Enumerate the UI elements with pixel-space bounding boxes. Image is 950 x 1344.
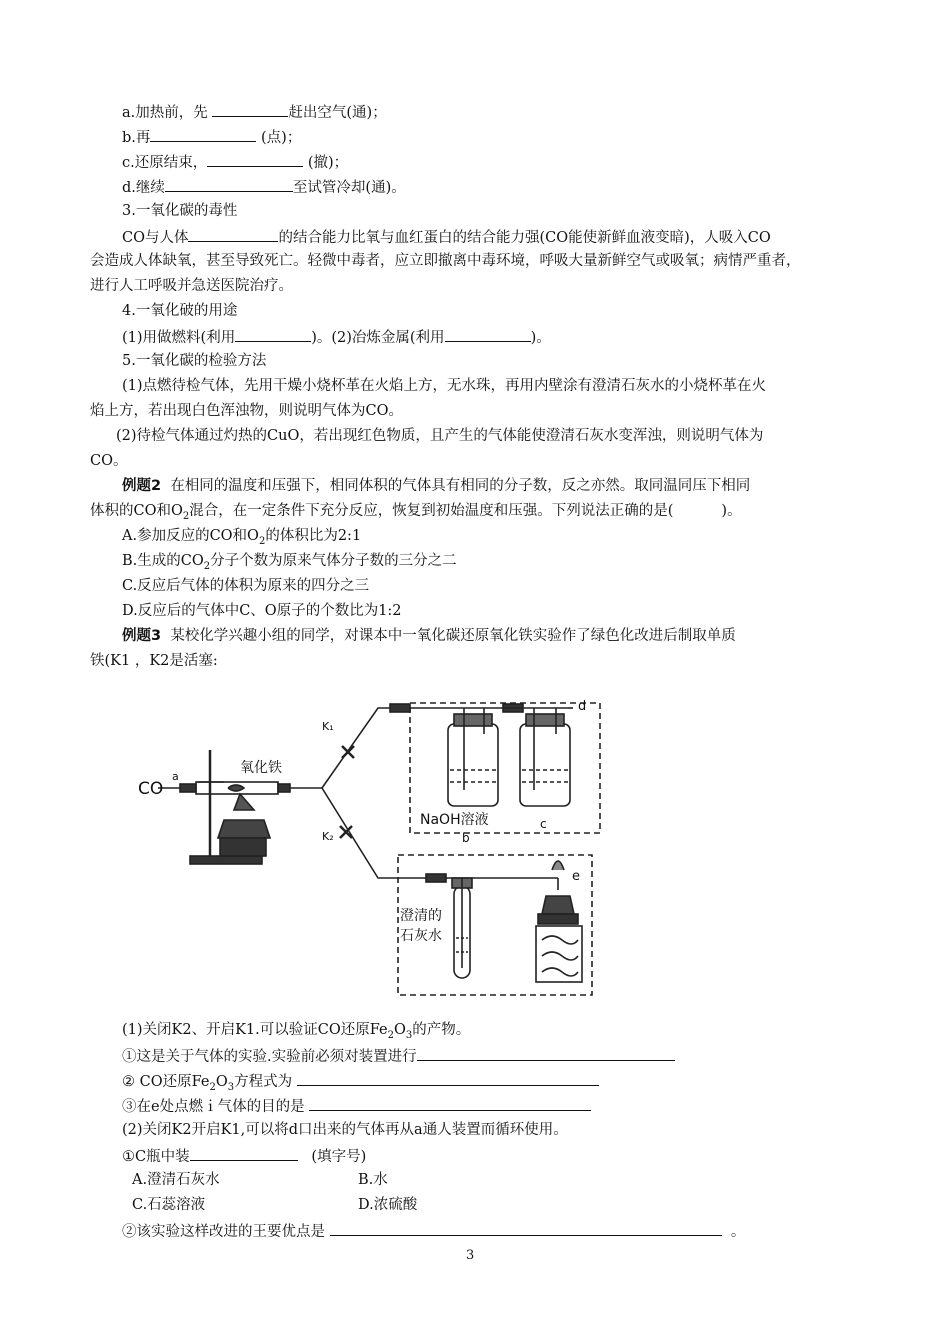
label-naoh: NaOH溶液 [420,812,489,828]
bottle-c [520,724,570,806]
label-b: b [462,831,470,845]
label-c: c [540,817,547,831]
example-2-line-2: 体积的CO和$O_2$混合，在一定条件下充分反应，恢复到初始温度和压强。下列说法正确的是( )。 [90,503,742,522]
question-2-2: ②该实验这样改进的王要优点是 。 [122,1220,745,1242]
example-2-label: 例题2 [122,478,162,494]
option-d: D.浓硫酸 [358,1197,418,1213]
question-2-1: ①C瓶中装 (填字号) [122,1145,366,1167]
page-number: 3 [466,1248,475,1263]
label-d: d [578,699,587,714]
option-b: B.水 [358,1172,388,1188]
label-k1: K₁ [322,720,334,733]
example-3-line-1: 例题3 某校化学兴趣小组的同学，对课本中一氧化碳还原氧化铁实验作了绿色化改进后制取单质 [122,628,736,644]
line-c: c.还原结束， (撤)； [122,151,348,173]
apparatus-diagram [128,690,608,1010]
label-k2: K₂ [322,830,334,843]
question-1: (1)关闭K2、开启K1.可以验证CO还原$Fe_2O_3$的产物。 [122,1022,471,1041]
question-1-3: ③在e处点燃ｉ气体的目的是 [122,1095,591,1117]
section-3-title: 3.一氧化碳的毒性 [122,203,238,219]
section-4-uses: (1)用做燃料(利用 )。(2)冶炼金属(利用 )。 [122,326,551,348]
line-a: a.加热前，先 赶出空气(通)； [122,101,387,123]
line-b: b.再 (点)； [122,126,301,148]
label-e: e [572,869,580,884]
question-1-2: ② CO还原$Fe_2O_3$方程式为 [122,1070,599,1098]
example-2-option-d: D.反应后的气体中C、O原子的个数比为1:2 [122,603,402,619]
stand-base [190,856,262,864]
example-3-label: 例题3 [122,628,162,644]
line-d: d.继续 至试管冷却(通)。 [122,176,406,198]
example-2-line-1: 例题2 在相同的温度和压强下，相同体积的气体具有相同的分子数，反之亦然。取同温同压下相同 [122,478,751,494]
example-2-option-b: B.生成的$CO_2$分子个数为原来气体分子数的三分之二 [122,553,457,572]
example-2-option-a: A.参加反应的CO和$O_2$的体积比为2:1 [122,528,362,547]
example-3-line-2: 铁(K1 ，K2是活塞: [90,653,218,669]
option-a: A.澄清石灰水 [132,1172,220,1188]
label-limewater-2: 石灰水 [400,928,442,944]
section-3-para-1: CO与人体 的结合能力比氧与血红蛋白的结合能力强(CO能使新鲜血液变暗)，人吸入CO [122,226,771,248]
label-fe2o3: 氧化铁 [240,760,282,776]
example-2-option-c: C.反应后气体的体积为原来的四分之三 [122,578,370,594]
section-5-method-1b: 焰上方，若出现白色浑浊物，则说明气体为CO。 [90,403,403,419]
label-co: CO [138,779,164,799]
section-5-method-2b: CO。 [90,453,128,469]
label-a: a [172,770,179,783]
label-limewater-1: 澄清的 [400,908,442,924]
section-4-title: 4.一氧化破的用途 [122,303,238,319]
question-2: (2)关闭K2开启K1,可以将d口出来的气体再从a通人装置而循环使用。 [122,1122,568,1138]
section-5-method-2a: (2)待检气体通过灼热的CuO，若出现红色物质，且产生的气体能使澄清石灰水变浑浊，则说明气体为 [116,428,764,444]
section-3-para-2: 会造成人体缺氧，甚至导致死亡。轻微中毒者，应立即撤离中毒环境，呼吸大量新鲜空气或吸氧；病情严重者， [90,253,801,269]
option-c: C.石蕊溶液 [132,1197,206,1213]
section-5-title: 5.一氧化碳的检验方法 [122,353,267,369]
section-3-para-3: 进行人工呼吸并急送医院治疗。 [90,278,293,294]
bottle-b [448,724,498,806]
section-5-method-1a: (1)点燃待检气体，先用干燥小烧杯革在火焰上方，无水珠，再用内壁涂有澄清石灰水的小烧杯革在火 [122,378,767,394]
question-1-1: ①这是关于气体的实验.实验前必须对装置进行 [122,1045,675,1067]
